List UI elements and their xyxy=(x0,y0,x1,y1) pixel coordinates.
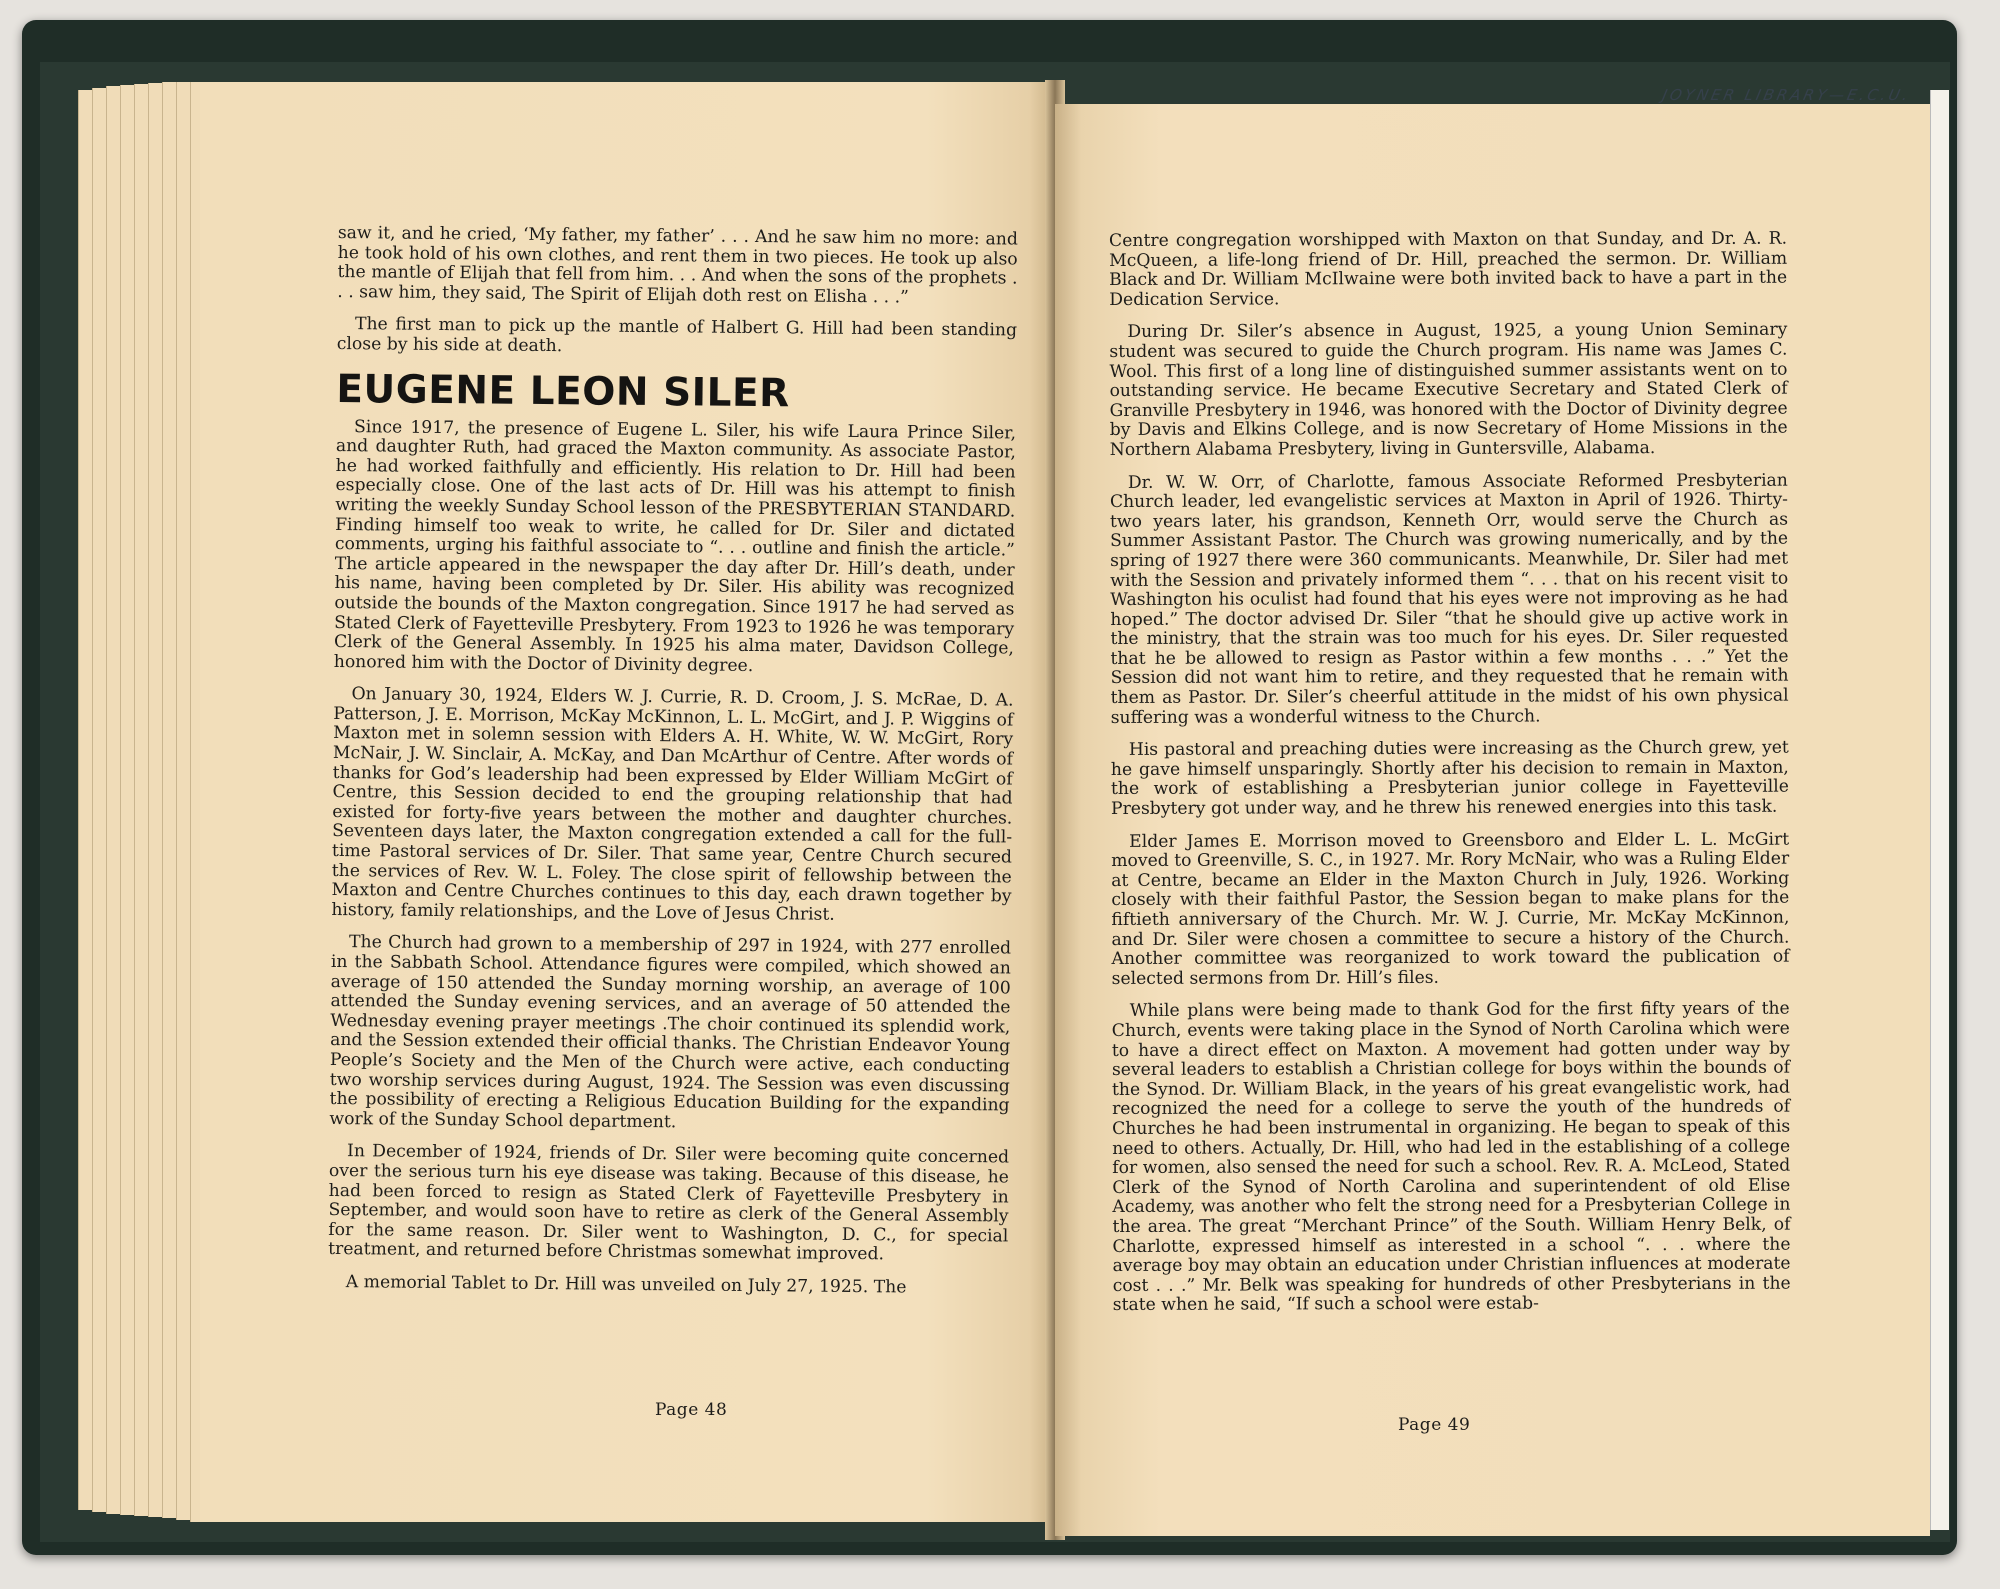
body-paragraph: On January 30, 1924, Elders W. J. Currie, R. D. Croom, J. S. McRae, D. A. Patterson, J. E. Morrison, McKay McKinnon, L. L. McGirt, and J. P. Wiggins of Maxton met in solemn session with Elders A. H. White, W. W. McGirt, Rory McNair, J. W. Sinclair, A. McKay, and Dan McArthur of Centre. After words of thanks for God’s leadership had been expressed by Elder William McGirt of Centre, this Session decided to end the grouping relationship that had existed for forty-five years between the mother and daughter churches. Seventeen days later, the Maxton congregation extended a call for the full-time Pastoral services of Dr. Siler. That same year, Centre Church secured the services of Rev. W. L. Foley. The close spirit of fellowship between the Maxton and Centre Churches continues to this day, each drawn together by history, family relationships, and the Love of Jesus Christ. xyxy=(331,684,1014,925)
bible-quote: saw it, and he cried, ‘My father, my father’ . . . And he saw him no more: and he took hold of his own clothes, and rent them in two pieces. He took up also the mantle of Elijah that fell from him. . . And when the sons of the prophets . . . saw him, they said, The Spirit of Elijah doth rest on Elisha . . .” xyxy=(337,223,1018,308)
body-paragraph: Elder James E. Morrison moved to Greensboro and Elder L. L. McGirt moved to Greenville, S. C., in 1927. Mr. Rory McNair, who was a Ruling Elder at Centre, became an Elder in the Maxton Church in July, 1926. Working closely with their faithful Pastor, the Session began to make plans for the fiftieth anniversary of the Church. Mr. W. J. Currie, Mr. McKay McKinnon, and Dr. Siler were chosen a committee to secure a history of the Church. Another committee was reorganized to work toward the publication of selected sermons from Dr. Hill’s files. xyxy=(1111,829,1790,989)
right-page-text xyxy=(1109,230,1791,1329)
body-paragraph: During Dr. Siler’s absence in August, 1925, a young Union Seminary student was secured to guide the Church program. His name was James C. Wool. This first of a long line of distinguished summer assistants went on to outstanding service. He became Executive Secretary and Stated Clerk of Granville Presbytery in 1946, was honored with the Doctor of Divinity degree by Davis and Elkins College, and is now Secretary of Home Missions in the Northern Alabama Presbytery, living in Guntersville, Alabama. xyxy=(1109,320,1788,460)
page-edges-right xyxy=(1930,90,1949,1530)
page-number-left: Page 48 xyxy=(655,1400,728,1420)
body-paragraph: While plans were being made to thank God for the first fifty years of the Church, events were taking place in the Synod of North Carolina which were to have a direct effect on Maxton. A movement had gotten under way by several leaders to establish a Christian college for boys within the bounds of the Synod. Dr. William Black, in the years of his great evangelistic work, had recognized the need for a college to serve the youth of the hundreds of Churches he had been instrumental in organizing. He began to speak of this need to others. Actually, Dr. Hill, who had led in the establishing of a college for women, also sensed the need for such a school. Rev. R. A. McLeod, Stated Clerk of the Synod of North Carolina and superintendent of old Elise Academy, was another who felt the strong need for a Presbyterian College in the area. The great “Merchant Prince” of the South. William Henry Belk, of Charlotte, expressed himself as interested in a school “. . . where the average boy may obtain an education under Christian influences at moderate cost . . .” Mr. Belk was speaking for hundreds of other Presbyterians in the state when he said, “If such a school were estab- xyxy=(1111,999,1791,1316)
body-paragraph: The Church had grown to a membership of 297 in 1924, with 277 enrolled in the Sabbath School. Attendance figures were compiled, which showed an average of 150 attended the Sunday morning worship, an average of 100 attended the Sunday evening services, and an average of 50 attended the Wednesday evening prayer meetings .The choir continued its splendid work, and the Session extended their official thanks. The Christian Endeavor Young People’s Society and the Men of the Church were active, each conducting two worship services during August, 1924. The Session was even discussing the possibility of erecting a Religious Education Building for the expanding work of the Sunday School department. xyxy=(329,932,1012,1133)
page-edges-left xyxy=(78,82,208,1522)
intro-paragraph: The first man to pick up the mantle of Halbert G. Hill had been standing close by his side at death. xyxy=(336,314,1018,357)
body-paragraph: Centre congregation worshipped with Maxton on that Sunday, and Dr. A. R. McQueen, a life-long friend of Dr. Hill, preached the sermon. Dr. William Black and Dr. William McIlwaine were both invited back to have a part in the Dedication Service. xyxy=(1108,228,1788,310)
page-number-right: Page 49 xyxy=(1398,1415,1471,1435)
library-stamp: JOYNER LIBRARY—E.C.U. xyxy=(1660,86,1913,104)
body-paragraph: A memorial Tablet to Dr. Hill was unveiled on July 27, 1925. The xyxy=(345,1272,907,1298)
right-page xyxy=(1055,104,1930,1536)
left-page xyxy=(200,82,1055,1522)
body-paragraph: Dr. W. W. Orr, of Charlotte, famous Associate Reformed Presbyterian Church leader, led evangelistic services at Maxton in April of 1926. Thirty-two years later, his grandson, Kenneth Orr, would serve the Church as Summer Assistant Pastor. The Church was growing numerically, and by the spring of 1927 there were 360 communicants. Meanwhile, Dr. Siler had met with the Session and privately informed them “. . . that on his recent visit to Washington his oculist had found that his eyes were not improving as he had hoped.” The doctor advised Dr. Siler “that he should give up active work in the ministry, that the strain was too much for his eyes. Dr. Siler requested that he be allowed to resign as Pastor within a few months . . .” Yet the Session did not want him to retire, and they requested that he remain with them as Pastor. Dr. Siler’s cheerful attitude in the midst of his own physical suffering was a wonderful witness to the Church. xyxy=(1109,470,1789,728)
left-page-text xyxy=(328,224,1018,1312)
body-paragraph: His pastoral and preaching duties were increasing as the Church grew, yet he gave himself unsparingly. Shortly after his decision to remain in Maxton, the work of establishing a Presbyterian junior college in Fayetteville Presbytery got under way, and he threw his renewed energies into this task. xyxy=(1110,737,1789,820)
section-heading: EUGENE LEON SILER xyxy=(336,366,790,416)
body-paragraph: In December of 1924, friends of Dr. Siler were becoming quite concerned over the serious turn his eye disease was taking. Because of this disease, he had been forced to resign as Stated Clerk of Fayetteville Presbytery in September, and would soon have to retire as clerk of the General Assembly for the same reason. Dr. Siler went to Washington, D. C., for special treatment, and returned before Christmas somewhat improved. xyxy=(328,1141,1010,1265)
body-paragraph: Since 1917, the presence of Eugene L. Siler, his wife Laura Prince Siler, and daughter Ruth, had graced the Maxton community. As associate Pastor, he had worked faithfully and efficiently. His relation to Dr. Hill had been especially close. One of the last acts of Dr. Hill was his attempt to finish writing the weekly Sunday School lesson of the PRESBYTERIAN STANDARD. Finding himself too weak to write, he called for Dr. Siler and dictated comments, urging his faithful associate to “. . . outline and finish the article.” The article appeared in the newspaper the day after Dr. Hill’s death, under his name, having been completed by Dr. Siler. His ability was recognized outside the bounds of the Maxton congregation. Since 1917 he had served as Stated Clerk of Fayetteville Presbytery. From 1923 to 1926 he was temporary Clerk of the General Assembly. In 1925 his alma mater, Davidson College, honored him with the Doctor of Divinity degree. xyxy=(333,416,1017,676)
